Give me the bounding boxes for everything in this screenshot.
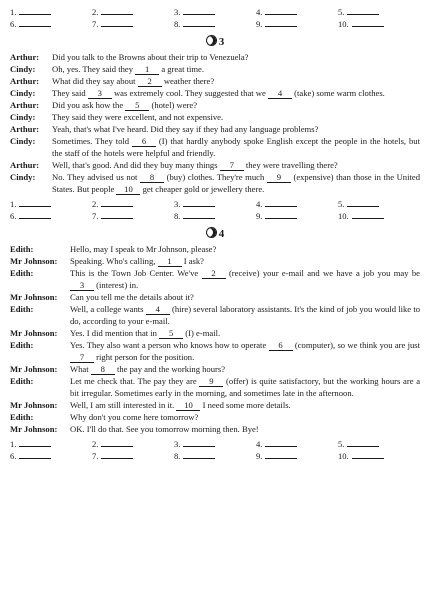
speaker-label: Arthur: [10,76,40,86]
text-run: Yes. They also want a person who knows how to operate [70,340,267,350]
text-run: Yeah, that's what I've heard. Did they say if they had any language problems? [52,124,319,134]
fill-in-blank[interactable]: 1 [158,257,182,267]
dialogue-line [10,123,420,135]
text-run: (I) that hardly anybody spoke English except the people in the hotels, but the staff of the hotels were helpful and friendly. [52,136,420,158]
speech-text [70,423,420,435]
answer-slot: 5. [338,198,420,210]
answer-slot: 5. [338,6,420,18]
answer-line[interactable] [183,451,215,459]
answer-line[interactable] [347,439,379,447]
answer-slot: 10. [338,18,420,30]
answer-slot: 4. [256,438,338,450]
text-run: Sometimes. They told [52,136,130,146]
dialogue-line [10,303,420,327]
answer-slot: 9. [256,210,338,222]
fill-in-blank[interactable]: 8 [91,365,115,375]
answer-slot: 4. [256,6,338,18]
text-run: I ask? [183,256,204,266]
fill-in-blank[interactable]: 10 [176,401,200,411]
text-run: (computer), so we think you are just [294,340,421,350]
answer-line[interactable] [19,19,51,27]
dialogue-line [10,63,420,75]
answer-slot: 3. [174,438,256,450]
speaker-label: Mr Johnson: [10,400,58,410]
dialogue-line [10,411,420,423]
text-run: They said they were excellent, and not expensive. [52,112,224,122]
text-run: (I) e-mail. [185,328,221,338]
answer-slot: 10. [338,210,420,222]
speech-text [52,171,420,195]
text-run: the pay and the working hours? [116,364,226,374]
speaker-label: Edith: [10,376,34,386]
answer-slot: 8. [174,210,256,222]
answer-slot: 7. [92,18,174,30]
answer-line[interactable] [347,199,379,207]
speaker-label: Mr Johnson: [10,364,58,374]
answer-line[interactable] [101,451,133,459]
fill-in-blank[interactable]: 3 [88,89,112,99]
text-run: was extremely cool. They suggested that we [113,88,266,98]
section-number: 4 [218,228,225,240]
answer-slot: 8. [174,18,256,30]
text-run: OK. I'll do that. See you tomorrow morning then. Bye! [70,424,259,434]
text-run: (receive) your e-mail and we have a job you may be [228,268,420,278]
fill-in-blank[interactable]: 2 [202,269,226,279]
answer-slot: 3. [174,198,256,210]
dialogue-line [10,255,420,267]
text-run: They said [52,88,86,98]
text-run: weather there? [163,76,215,86]
speaker-label: Edith: [10,412,34,422]
speech-text [70,339,420,363]
text-run: (hotel) were? [151,100,198,110]
section-4-dialogue [10,243,420,435]
speaker-label: Arthur: [10,160,40,170]
speaker-label: Cindy: [10,64,36,74]
dialogue-line [10,75,420,87]
answer-line[interactable] [101,439,133,447]
speech-text [70,267,420,291]
speaker-label: Mr Johnson: [10,424,58,434]
speaker-label: Arthur: [10,52,40,62]
answer-slot: 2. [92,198,174,210]
answer-slot: 6. [10,450,92,462]
dialogue-line [10,159,420,171]
dialogue-line [10,363,420,375]
dialogue-line [10,291,420,303]
answer-line[interactable] [19,199,51,207]
text-run: Speaking. Who's calling, [70,256,156,266]
speech-text [52,135,420,159]
dialogue-line [10,87,420,99]
fill-in-blank[interactable]: 2 [138,77,162,87]
text-run: What [70,364,89,374]
speaker-label: Edith: [10,268,34,278]
speaker-label: Mr Johnson: [10,328,58,338]
text-run: What did they say about [52,76,136,86]
answer-line[interactable] [183,211,215,219]
fill-in-blank[interactable]: 1 [135,65,159,75]
text-run: get cheaper gold or jewellery there. [142,184,265,194]
dialogue-line [10,111,420,123]
answer-line[interactable] [347,7,379,15]
text-run: Well, I am still interested in it. [70,400,175,410]
text-run: (buy) clothes. They're much [166,172,265,182]
fill-in-blank[interactable]: 9 [199,377,223,387]
text-run: a great time. [161,64,205,74]
dialogue-line [10,339,420,363]
dialogue-line [10,135,420,159]
crescent-moon-icon [206,227,217,238]
answer-line[interactable] [101,199,133,207]
answer-slot: 10. [338,450,420,462]
answer-slot: 7. [92,450,174,462]
fill-in-blank[interactable]: 9 [267,173,291,183]
answer-line[interactable] [183,199,215,207]
speaker-label: Cindy: [10,136,36,146]
speaker-label: Cindy: [10,88,36,98]
dialogue-line [10,171,420,195]
text-run: Did you talk to the Browns about their trip to Venezuela? [52,52,249,62]
speech-text [52,75,420,87]
answer-line[interactable] [352,211,384,219]
section-number: 3 [218,36,225,48]
speech-text [70,411,420,423]
answer-lines-bottom [10,438,420,462]
answer-slot: 1. [10,198,92,210]
speech-text [52,99,420,111]
text-run: Did you ask how the [52,100,124,110]
dialogue-line [10,423,420,435]
text-run: Yes. I did mention that in [70,328,157,338]
dialogue-line [10,267,420,291]
speech-text [70,243,420,255]
fill-in-blank[interactable]: 6 [132,137,156,147]
text-run: Hello, may I speak to Mr Johnson, please? [70,244,217,254]
fill-in-blank[interactable]: 3 [70,281,94,291]
answer-line[interactable] [101,19,133,27]
text-run: Why don't you come here tomorrow? [70,412,199,422]
answer-slot: 8. [174,450,256,462]
speaker-label: Edith: [10,244,34,254]
answer-line[interactable] [19,451,51,459]
answer-slot: 1. [10,438,92,450]
text-run: Can you tell me the details about it? [70,292,194,302]
text-run: they were travelling there? [245,160,338,170]
speech-text [52,63,420,75]
fill-in-blank[interactable]: 10 [116,185,140,195]
answer-line[interactable] [183,19,215,27]
fill-in-blank[interactable]: 7 [70,353,94,363]
speech-text [70,327,420,339]
speech-text [70,303,420,327]
answer-line[interactable] [265,439,297,447]
text-run: (take) some warm clothes. [294,88,385,98]
text-run: (interest) in. [96,280,139,290]
speech-text [70,399,420,411]
text-run: No. They advised us not [52,172,138,182]
fill-in-blank[interactable]: 8 [140,173,164,183]
speech-text [52,51,420,63]
fill-in-blank[interactable]: 5 [125,101,149,111]
answer-line[interactable] [101,211,133,219]
answer-lines-middle [10,198,420,222]
answer-line[interactable] [19,7,51,15]
answer-slot: 9. [256,18,338,30]
dialogue-line [10,51,420,63]
speech-text [52,87,420,99]
text-run: Let me check that. The pay they are [70,376,197,386]
fill-in-blank[interactable]: 4 [146,305,170,315]
text-run: (hire) several laboratory assistants. It's the kind of job you would like to do, according to your e-mail. [70,304,421,326]
answer-line[interactable] [19,211,51,219]
speech-text [52,123,420,135]
answer-line[interactable] [352,451,384,459]
answer-line[interactable] [265,7,297,15]
section-3-dialogue [10,51,420,195]
answer-line[interactable] [183,7,215,15]
dialogue-line [10,399,420,411]
text-run: (offer) is quite satisfactory, but the working hours are a bit irregular. Sometimes early in the morning, and sometimes late in the afternoon. [70,376,421,398]
answer-slot: 1. [10,6,92,18]
text-run: right person for the position. [96,352,195,362]
text-run: Oh, yes. They said they [52,64,133,74]
answer-line[interactable] [352,19,384,27]
answer-slot: 4. [256,198,338,210]
text-run: (expensive) than those in the United States. But people [52,172,420,194]
section-3-heading [10,33,420,51]
text-run: I need some more details. [202,400,291,410]
speech-text [52,159,420,171]
answer-line[interactable] [265,19,297,27]
speech-text [52,111,420,123]
dialogue-line [10,243,420,255]
answer-line[interactable] [183,439,215,447]
speaker-label: Mr Johnson: [10,256,58,266]
speaker-label: Edith: [10,340,34,350]
speaker-label: Arthur: [10,100,40,110]
speaker-label: Cindy: [10,172,36,182]
speech-text [70,363,420,375]
answer-line[interactable] [265,211,297,219]
speaker-label: Edith: [10,304,34,314]
speaker-label: Mr Johnson: [10,292,58,302]
section-4-heading [10,225,420,243]
fill-in-blank[interactable]: 4 [268,89,292,99]
fill-in-blank[interactable]: 7 [220,161,244,171]
answer-line[interactable] [19,439,51,447]
answer-line[interactable] [265,451,297,459]
text-run: Well, that's good. And did they buy many things [52,160,218,170]
dialogue-line [10,327,420,339]
speaker-label: Cindy: [10,112,36,122]
speech-text [70,255,420,267]
speech-text [70,375,420,399]
answer-slot: 2. [92,6,174,18]
answer-slot: 7. [92,210,174,222]
speaker-label: Arthur: [10,124,40,134]
text-run: This is the Town Job Center. We've [70,268,199,278]
answer-slot: 3. [174,6,256,18]
answer-line[interactable] [265,199,297,207]
dialogue-line [10,99,420,111]
answer-lines-top [10,6,420,30]
speech-text [70,291,420,303]
answer-line[interactable] [101,7,133,15]
dialogue-line [10,375,420,399]
crescent-moon-icon [206,35,217,46]
text-run: Well, a college wants [70,304,144,314]
answer-slot: 5. [338,438,420,450]
answer-slot: 2. [92,438,174,450]
fill-in-blank[interactable]: 5 [159,329,183,339]
answer-slot: 9. [256,450,338,462]
fill-in-blank[interactable]: 6 [269,341,293,351]
answer-slot: 6. [10,18,92,30]
answer-slot: 6. [10,210,92,222]
